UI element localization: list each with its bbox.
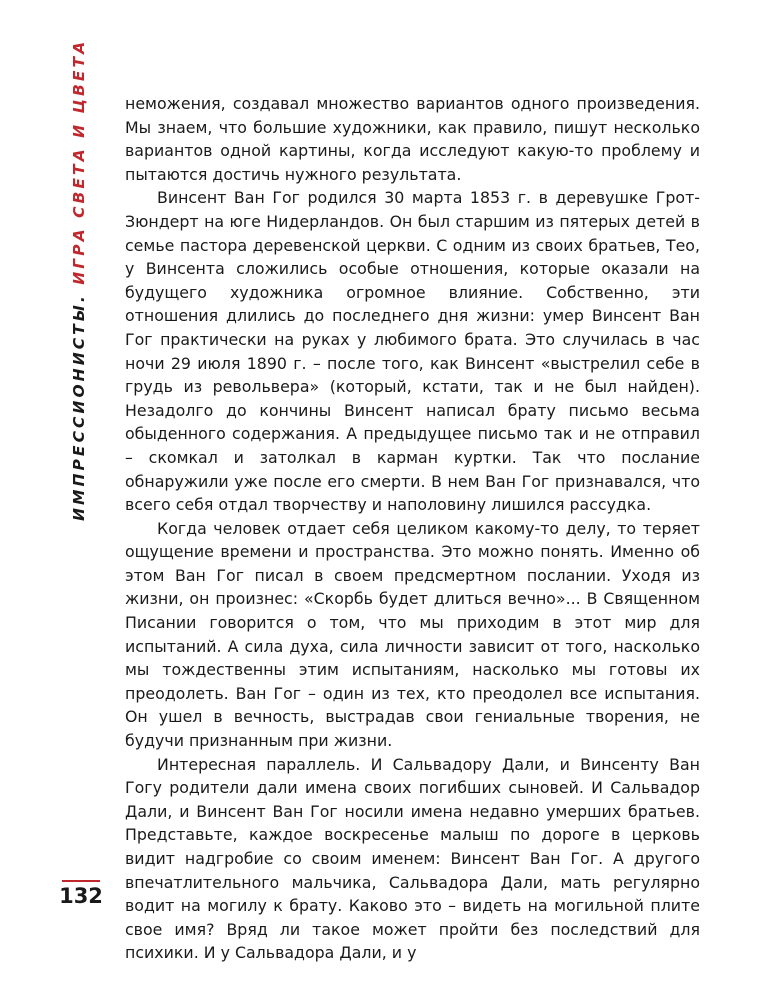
body-text (125, 92, 700, 965)
paragraph-1: неможения, создавал множество вариантов одного произведения. Мы знаем, что большие художники, как правило, пишут несколько вариантов одной картины, когда исследуют какую-то проблему и пытаются достичь нужного результата. (125, 94, 700, 184)
paragraph-4: Интересная параллель. И Сальвадору Дали, и Винсенту Ван Гогу родители дали имена своих погибших сыновей. И Сальвадор Дали, и Винсент Ван Гог носили имена недавно умерших братьев. Представьте, каждое воскресенье малыш по дороге в церковь видит надгробие со своим именем: Винсент Ван Гог. А другого впечатлительного мальчика, Сальвадора Дали, мать регулярно водит на могилу к брату. Каково это – видеть на могильной плите свое имя? Вряд ли такое может пройти без последствий для психики. И у Сальвадора Дали, и у (125, 754, 700, 963)
page-number: 132 (59, 884, 103, 908)
page-number-rule (62, 880, 100, 882)
running-head-subtitle: ИГРА СВЕТА И ЦВЕТА (70, 38, 88, 285)
paragraph-3: Когда человек отдает себя целиком какому-то делу, то теряет ощущение времени и пространства. Это можно понять. Именно об этом Ван Гог писал в своем предсмертном послании. Уходя из жизни, он произнес: «Скорбь будет длиться вечно»... В Священном Писании говорится о том, что мы приходим в этот мир для испытаний. А сила духа, сила личности зависит от того, насколько мы тождественны этим испытаниям, насколько мы готовы их преодолеть. Ван Гог – один из тех, кто преодолел все испытания. Он ушел в вечность, выстрадав свои гениальные творения, не будучи признанным при жизни. (125, 518, 700, 751)
running-head-book-title: ИМПРЕССИОНИСТЫ. (70, 293, 88, 521)
paragraph-2: Винсент Ван Гог родился 30 марта 1853 г. в деревушке Грот-Зюндерт на юге Нидерландов. Он был старшим из пятерых детей в семье пастора деревенской церкви. С одним из своих братьев, Тео, у Винсента сложились особые отношения, которые оказали на будущего художника огромное влияние. Собственно, эти отношения длились до последнего дня жизни: умер Винсент Ван Гог практически на руках у любимого брата. Это случилась в час ночи 29 июля 1890 г. – после того, как Винсент «выстрелил себе в грудь из револьвера» (который, кстати, так и не был найден). Незадолго до кончины Винсент написал брату письмо весьма обыденного содержания. А предыдущее письмо так и не отправил – скомкал и затолкал в карман куртки. Так что послание обнаружили уже после его смерти. В нем Ван Гог признавался, что всего себя отдал творчеству и наполовину лишился рассудка. (125, 188, 700, 515)
running-head (57, 38, 88, 532)
